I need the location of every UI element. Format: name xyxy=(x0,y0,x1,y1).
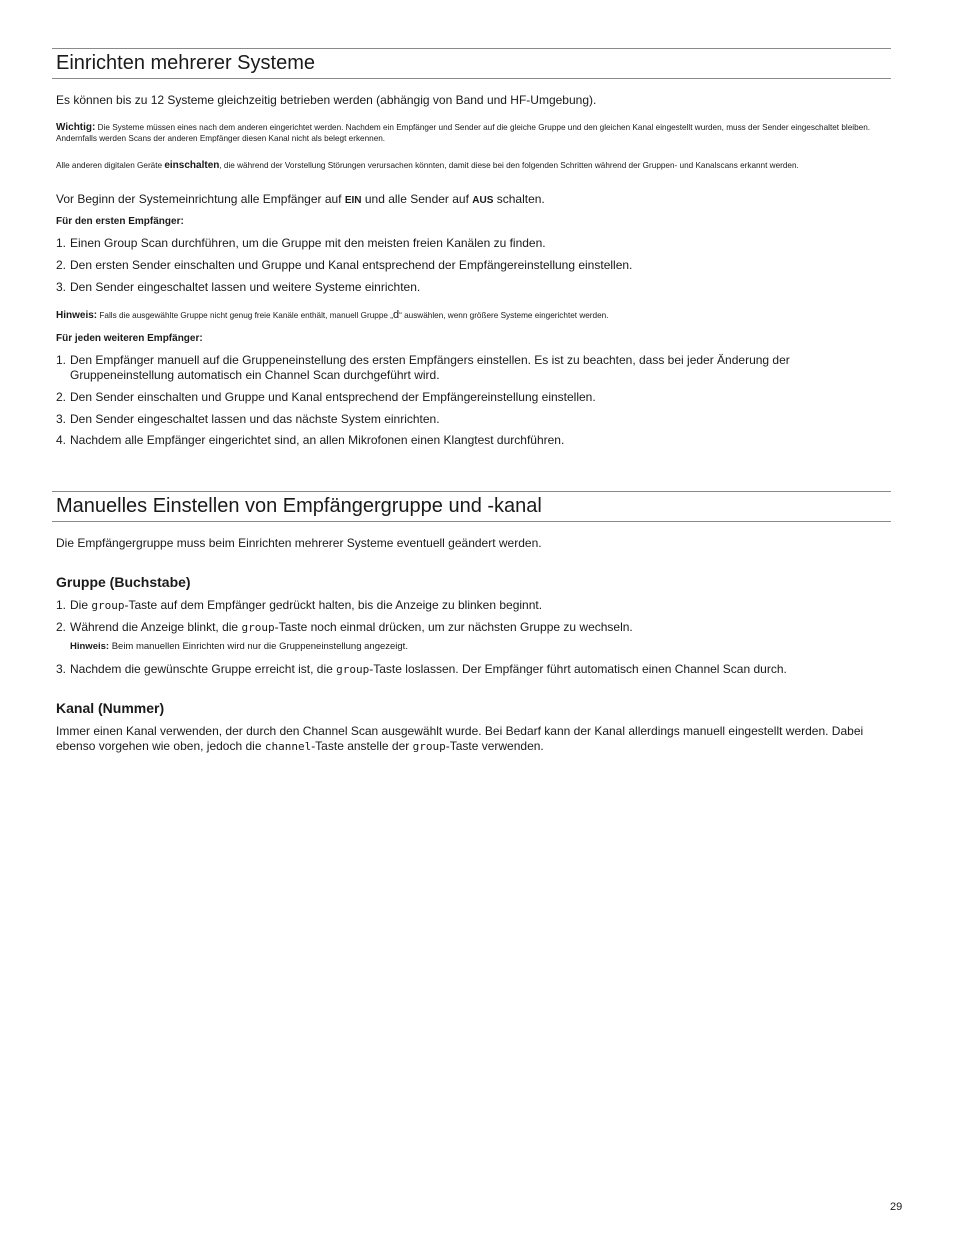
first-receiver-heading: Für den ersten Empfänger: xyxy=(56,216,184,227)
other-devices-pre: Alle anderen digitalen Geräte xyxy=(56,161,165,170)
step-number: 2. xyxy=(56,390,67,404)
step-number: 1. xyxy=(56,353,67,367)
further-step-2 xyxy=(56,390,596,405)
step-number: 3. xyxy=(56,280,67,294)
section2-top-rule xyxy=(52,491,891,492)
channel-line-1: Immer einen Kanal verwenden, der durch den Channel Scan ausgewählt wurde. Bei Bedarf kann der Kanal allerdings manuell eingestellt werden. Dabei xyxy=(56,724,864,738)
step-number: 3. xyxy=(56,662,67,676)
group-key-label: group xyxy=(412,740,446,753)
further-receiver-heading: Für jeden weiteren Empfänger: xyxy=(56,333,203,344)
hinweis-letter: d xyxy=(392,309,400,321)
step-text: Den Sender eingeschaltet lassen und das nächste System einrichten. xyxy=(70,412,440,426)
hinweis-post: “ auswählen, wenn größere Systeme eingerichtet werden. xyxy=(399,311,609,320)
hinweis-label: Hinweis: xyxy=(56,310,98,321)
group-note-label: Hinweis: xyxy=(70,641,110,652)
step-number: 4. xyxy=(56,433,67,447)
further-step-4 xyxy=(56,433,564,448)
ein-label: EIN xyxy=(344,195,362,206)
channel-line2-pre: ebenso vorgehen wie oben, jedoch die xyxy=(56,739,265,753)
step-number: 3. xyxy=(56,412,67,426)
step-text: Den ersten Sender einschalten und Gruppe und Kanal entsprechend der Empfängereinstellung einstellen. xyxy=(70,258,633,272)
step-text: Nachdem alle Empfänger eingerichtet sind, an allen Mikrofonen einen Klangtest durchführen. xyxy=(70,433,565,447)
channel-line-2 xyxy=(56,739,544,754)
hinweis-pre: Falls die ausgewählte Gruppe nicht genug freie Kanäle enthält, manuell Gruppe „ xyxy=(99,311,393,320)
step-number: 2. xyxy=(56,258,67,272)
wichtig-note xyxy=(56,122,894,144)
section2-title: Manuelles Einstellen von Empfängergruppe und -kanal xyxy=(56,495,542,517)
other-devices-bold: einschalten xyxy=(164,160,220,171)
first-step-1 xyxy=(56,236,546,251)
group-key-label: group xyxy=(91,599,125,612)
step-text-post: -Taste auf dem Empfänger gedrückt halten, bis die Anzeige zu blinken beginnt. xyxy=(124,598,543,612)
other-devices-post: , die während der Vorstellung Störungen verursachen könnten, damit diese bei den folgenden Schritten während der Gruppen- und Kanalscans erkannt werden. xyxy=(219,161,799,170)
group-key-label: group xyxy=(336,663,370,676)
channel-line2-mid: -Taste anstelle der xyxy=(311,739,413,753)
first-step-3 xyxy=(56,280,420,295)
step-number: 1. xyxy=(56,598,67,612)
page-number: 29 xyxy=(890,1201,903,1213)
step-number: 2. xyxy=(56,620,67,634)
group-step-1 xyxy=(56,598,542,613)
section1-intro: Es können bis zu 12 Systeme gleichzeitig betrieben werden (abhängig von Band und HF-Umgebung). xyxy=(56,93,597,107)
step-text: Den Empfänger manuell auf die Gruppeneinstellung des ersten Empfängers einstellen. Es ist zu beachten, dass bei jeder Änderung der Gruppeneinstellung automatisch ein Channel Scan durchgeführt wird. xyxy=(70,353,790,382)
section2-intro: Die Empfängergruppe muss beim Einrichten mehrerer Systeme eventuell geändert werden. xyxy=(56,536,542,550)
step-text: Einen Group Scan durchführen, um die Gruppe mit den meisten freien Kanälen zu finden. xyxy=(70,236,546,250)
step-number: 1. xyxy=(56,236,67,250)
before-pre: Vor Beginn der Systemeinrichtung alle Empfänger auf xyxy=(56,192,345,206)
first-step-2 xyxy=(56,258,632,273)
group-step-2 xyxy=(56,620,633,635)
section1-title: Einrichten mehrerer Systeme xyxy=(56,52,315,74)
step-text: Den Sender einschalten und Gruppe und Kanal entsprechend der Empfängereinstellung einstellen. xyxy=(70,390,596,404)
before-mid: und alle Sender auf xyxy=(361,192,473,206)
other-devices-note xyxy=(56,160,894,171)
step-text-pre: Während die Anzeige blinkt, die xyxy=(70,620,242,634)
further-step-3 xyxy=(56,412,440,427)
section1-bottom-rule xyxy=(52,78,891,79)
further-step-1 xyxy=(56,353,850,383)
step-text: Den Sender eingeschaltet lassen und weitere Systeme einrichten. xyxy=(70,280,421,294)
step-text-pre: Die xyxy=(70,598,92,612)
before-setup-text xyxy=(56,192,545,208)
step-text-post: -Taste loslassen. Der Empfänger führt automatisch einen Channel Scan durch. xyxy=(369,662,787,676)
before-post: schalten. xyxy=(493,192,545,206)
step-text-post: -Taste noch einmal drücken, um zur nächsten Gruppe zu wechseln. xyxy=(274,620,633,634)
channel-line2-post: -Taste verwenden. xyxy=(445,739,544,753)
wichtig-text: Die Systeme müssen eines nach dem anderen eingerichtet werden. Nachdem ein Empfänger und Sender auf die gleiche Gruppe und den gleichen Kanal eingestellt wurden, muss der Sender eingeschaltet bleiben. Andernfalls werden Scans der anderen Empfänger diesen Kanal nicht als belegt erkennen. xyxy=(56,123,871,143)
section1-top-rule xyxy=(52,48,891,49)
aus-label: AUS xyxy=(472,195,494,206)
hinweis-note xyxy=(56,310,894,321)
group-note-text: Beim manuellen Einrichten wird nur die Gruppeneinstellung angezeigt. xyxy=(111,641,408,652)
wichtig-label: Wichtig: xyxy=(56,122,96,133)
channel-key-label: channel xyxy=(264,740,312,753)
group-key-label: group xyxy=(241,621,275,634)
step-text-pre: Nachdem die gewünschte Gruppe erreicht ist, die xyxy=(70,662,337,676)
channel-heading: Kanal (Nummer) xyxy=(56,700,165,716)
group-note xyxy=(70,641,408,652)
group-heading: Gruppe (Buchstabe) xyxy=(56,574,191,590)
group-step-3 xyxy=(56,662,787,677)
section2-bottom-rule xyxy=(52,521,891,522)
